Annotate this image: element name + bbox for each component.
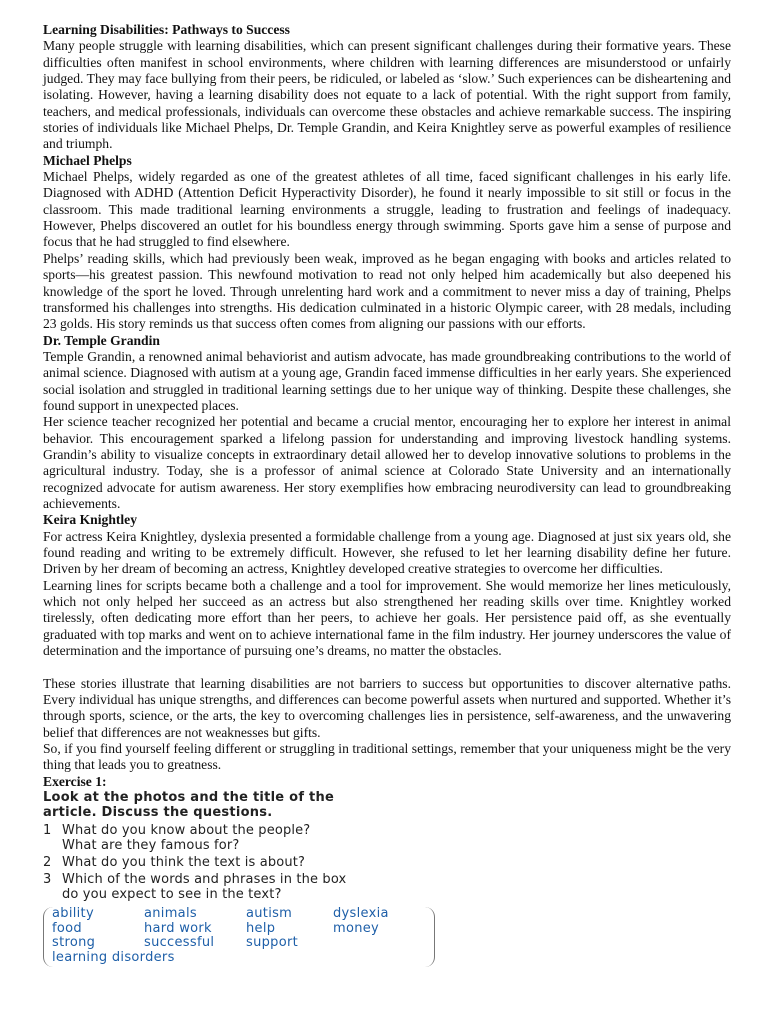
exercise-label: Exercise 1: <box>43 773 107 789</box>
word-item: money <box>333 920 380 936</box>
grandin-paragraph-1: Temple Grandin, a renowned animal behaviorist and autism advocate, has made groundbreaking contributions to the world of animal science. Diagnosed with autism at a young age, Grandin faced immense difficulties in her early years. She experienced social isolation and struggled in traditional learning settings due to her unique way of thinking. Despite these challenges, she found support in unexpected places. <box>43 348 731 413</box>
exercise-image <box>43 790 443 967</box>
word-item: hard work <box>144 920 212 936</box>
question-number: 2 <box>43 855 52 871</box>
word-box <box>43 907 435 967</box>
question-item <box>43 823 443 853</box>
question-text: What do you know about the people? <box>62 823 311 839</box>
question-number: 1 <box>43 823 52 839</box>
knightley-paragraph-2: Learning lines for scripts became both a challenge and a tool for improvement. She would memorize her lines meticulously, which not only helped her succeed as an actress but also strengthened her reading skills over time. Knightley worked tirelessly, often dedicating more effort than her peers, to achieve her goals. Her persistence paid off, as she eventually graduated with top marks and went on to achieve international fame in the film industry. Her journey underscores the value of determination and the importance of pursuing one’s dreams, no matter the obstacles. <box>43 577 731 659</box>
word-item: dyslexia <box>333 906 389 922</box>
question-text: What do you think the text is about? <box>62 855 306 871</box>
word-item: successful <box>144 935 215 951</box>
phelps-paragraph-2: Phelps’ reading skills, which had previously been weak, improved as he began engaging with books and articles related to sports—his greatest passion. This newfound motivation to read not only helped him academically but also deepened his knowledge of the sport he loved. Through unrelenting hard work and a commitment to never miss a day of training, Phelps transformed his challenges into strengths. His dedication culminated in a historic Olympic career, with 28 medals, including 23 golds. His story reminds us that success often comes from aligning our passions with our efforts. <box>43 250 731 332</box>
document-page <box>43 22 731 967</box>
word-item: learning disorders <box>52 949 175 965</box>
word-item: help <box>246 920 276 936</box>
word-item <box>333 936 413 951</box>
question-text: Which of the words and phrases in the box <box>62 872 347 888</box>
blank-line <box>43 659 731 675</box>
word-item: autism <box>246 906 293 922</box>
question-item <box>43 872 443 902</box>
word-item: ability <box>52 906 94 922</box>
question-number: 3 <box>43 872 52 888</box>
question-item <box>43 855 443 870</box>
word-item: animals <box>144 906 197 922</box>
intro-paragraph: Many people struggle with learning disabilities, which can present significant challenges during their formative years. These difficulties often manifest in school environments, where children with learning differences are misunderstood or unfairly judged. They may face bullying from their peers, be ridiculed, or labeled as ‘slow.’ Such experiences can be disheartening and isolating. However, having a learning disability does not equate to a lack of potential. With the right support from family, teachers, and medical professionals, individuals can overcome these obstacles and achieve remarkable success. The inspiring stories of individuals like Michael Phelps, Dr. Temple Grandin, and Keira Knightley serve as powerful examples of resilience and triumph. <box>43 38 731 152</box>
question-text: What are they famous for? <box>62 838 240 854</box>
word-item: support <box>246 935 299 951</box>
grandin-paragraph-2: Her science teacher recognized her potential and became a crucial mentor, encouraging her to explore her interest in animal behavior. This encouragement sparked a lifelong passion for understanding and improving livestock handling systems. Grandin’s ability to visualize concepts in extraordinary detail allowed her to develop innovative solutions to problems in the agricultural industry. Today, she is a professor of animal science at Colorado State University and an internationally recognized advocate for autism awareness. Her story exemplifies how embracing neurodiversity can lead to groundbreaking achievements. <box>43 414 731 511</box>
conclusion-paragraph-2: So, if you find yourself feeling different or struggling in traditional settings, remember that your uniqueness might be the very thing that leads you to greatness. <box>43 741 731 773</box>
section-heading-grandin: Dr. Temple Grandin <box>43 332 160 348</box>
knightley-paragraph-1: For actress Keira Knightley, dyslexia presented a formidable challenge from a young age. Diagnosed at just six years old, she found reading and writing to be extremely difficult. However, she refused to let her learning disability define her future. Driven by her dream of becoming an actress, Knightley developed creative strategies to overcome her difficulties. <box>43 528 731 577</box>
question-text: do you expect to see in the text? <box>62 887 282 903</box>
phelps-paragraph-1: Michael Phelps, widely regarded as one of the greatest athletes of all time, faced significant challenges in his early life. Diagnosed with ADHD (Attention Deficit Hyperactivity Disorder), he found it nearly impossible to sit still or focus in the classroom. This made traditional learning environments a struggle, leading to frustration and feelings of inadequacy. However, Phelps discovered an outlet for his boundless energy through swimming. Sports gave him a sense of purpose and focus that he had struggled to find elsewhere. <box>43 169 731 250</box>
conclusion-paragraph-1: These stories illustrate that learning disabilities are not barriers to success but opportunities to discover alternative paths. Every individual has unique strengths, and differences can become powerful assets when nurtured and supported. Whether it’s through sports, science, or the arts, the key to overcoming challenges lies in persistence, self-awareness, and the unwavering belief that differences are not weaknesses but gifts. <box>43 675 731 740</box>
exercise-instruction-line-2: article. Discuss the questions. <box>43 805 273 821</box>
article-title: Learning Disabilities: Pathways to Success <box>43 22 290 37</box>
word-item: strong <box>52 935 96 951</box>
section-heading-knightley: Keira Knightley <box>43 512 138 528</box>
word-grid <box>52 907 426 965</box>
exercise-instruction-line-1: Look at the photos and the title of the <box>43 790 335 806</box>
section-heading-phelps: Michael Phelps <box>43 152 132 168</box>
word-item: food <box>52 920 82 936</box>
